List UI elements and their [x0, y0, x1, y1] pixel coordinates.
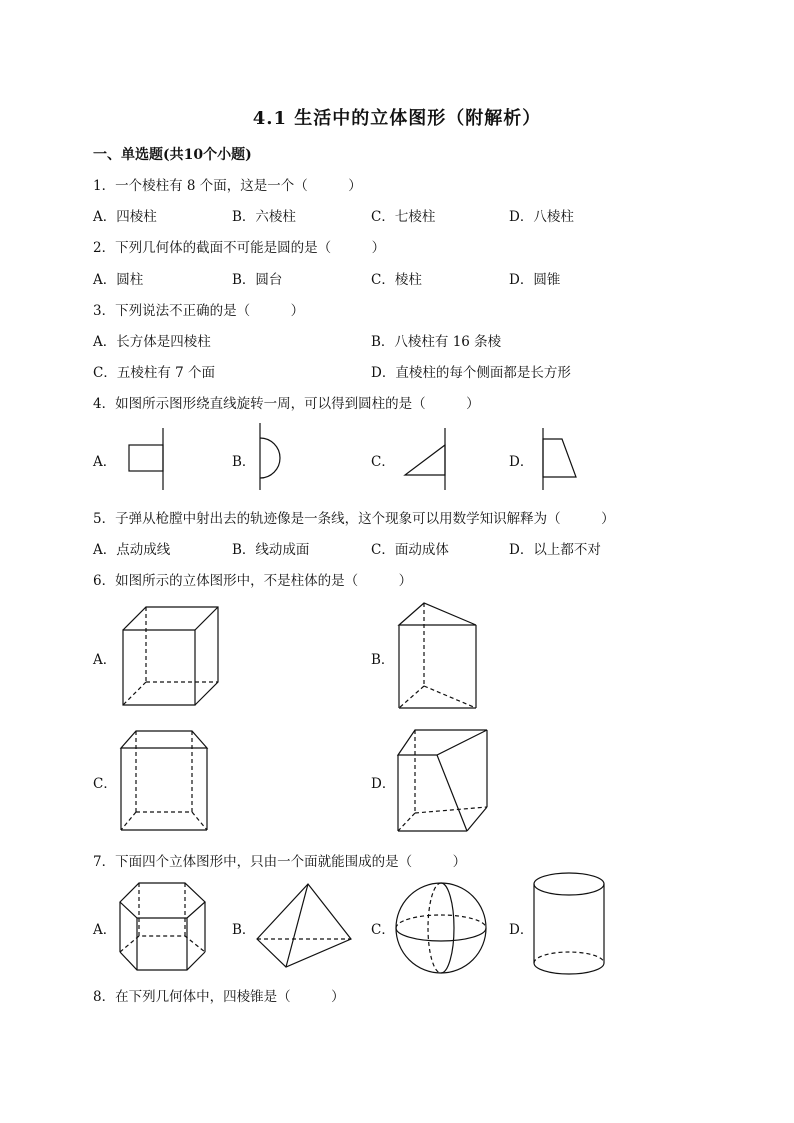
q1-option-b[interactable]: B．六棱柱: [232, 209, 296, 225]
hexagonal-prism-icon: [117, 880, 209, 974]
q3-option-c[interactable]: C．五棱柱有 7 个面: [93, 365, 216, 381]
q1-option-d[interactable]: D．八棱柱: [509, 209, 574, 225]
q3-option-b[interactable]: B．八棱柱有 16 条棱: [371, 334, 502, 350]
q6-option-a[interactable]: A．: [93, 652, 117, 668]
q6-option-d[interactable]: D．: [371, 776, 396, 792]
q6-option-c[interactable]: C．: [93, 776, 117, 792]
q3-option-d[interactable]: D．直棱柱的每个侧面都是长方形: [371, 365, 571, 381]
triangular-prism-icon: [396, 600, 480, 712]
q4-option-b[interactable]: B．: [232, 454, 256, 470]
question-5-stem: 5．子弹从枪膛中射出去的轨迹像是一条线，这个现象可以用数学知识解释为（ ）: [93, 511, 615, 527]
question-4-stem: 4．如图所示图形绕直线旋转一周，可以得到圆柱的是（ ）: [93, 396, 480, 412]
q3-option-a[interactable]: A．长方体是四棱柱: [93, 334, 211, 350]
q6-option-b[interactable]: B．: [371, 652, 395, 668]
pyramid-icon: [254, 881, 354, 971]
q2-option-a[interactable]: A．圆柱: [93, 272, 144, 288]
semicircle-beside-axis-icon: [255, 420, 295, 495]
q5-option-a[interactable]: A．点动成线: [93, 542, 171, 558]
page-title: 4.1 生活中的立体图形（附解析）: [252, 108, 542, 129]
truncated-prism-icon: [118, 728, 210, 834]
question-3-stem: 3．下列说法不正确的是（ ）: [93, 303, 305, 319]
q5-option-c[interactable]: C．面动成体: [371, 542, 449, 558]
q5-option-d[interactable]: D．以上都不对: [509, 542, 601, 558]
cylinder-icon: [530, 870, 608, 982]
q7-option-d[interactable]: D．: [509, 922, 534, 938]
q7-option-a[interactable]: A．: [93, 922, 117, 938]
q4-option-a[interactable]: A．: [93, 454, 117, 470]
q1-option-c[interactable]: C．七棱柱: [371, 209, 436, 225]
section-heading: 一、单选题(共10个小题): [93, 147, 252, 163]
q4-option-d[interactable]: D．: [509, 454, 534, 470]
rectangle-beside-axis-icon: [125, 425, 175, 495]
q5-option-b[interactable]: B．线动成面: [232, 542, 310, 558]
sphere-icon: [393, 880, 489, 976]
triangle-beside-axis-icon: [400, 425, 455, 495]
q2-option-d[interactable]: D．圆锥: [509, 272, 561, 288]
question-7-stem: 7．下面四个立体图形中，只由一个面就能围成的是（ ）: [93, 854, 467, 870]
q7-option-b[interactable]: B．: [232, 922, 256, 938]
question-6-stem: 6．如图所示的立体图形中，不是柱体的是（ ）: [93, 573, 413, 589]
q1-option-a[interactable]: A．四棱柱: [93, 209, 157, 225]
question-2-stem: 2．下列几何体的截面不可能是圆的是（ ）: [93, 240, 386, 256]
q7-option-c[interactable]: C．: [371, 922, 395, 938]
q2-option-c[interactable]: C．棱柱: [371, 272, 422, 288]
trapezoid-beside-axis-icon: [538, 425, 588, 495]
cut-prism-icon: [395, 727, 491, 835]
q4-option-c[interactable]: C．: [371, 454, 395, 470]
question-8-stem: 8．在下列几何体中，四棱锥是（ ）: [93, 989, 345, 1005]
cube-icon: [120, 604, 222, 708]
q2-option-b[interactable]: B．圆台: [232, 272, 283, 288]
question-1-stem: 1．一个棱柱有 8 个面，这是一个（ ）: [93, 178, 362, 194]
